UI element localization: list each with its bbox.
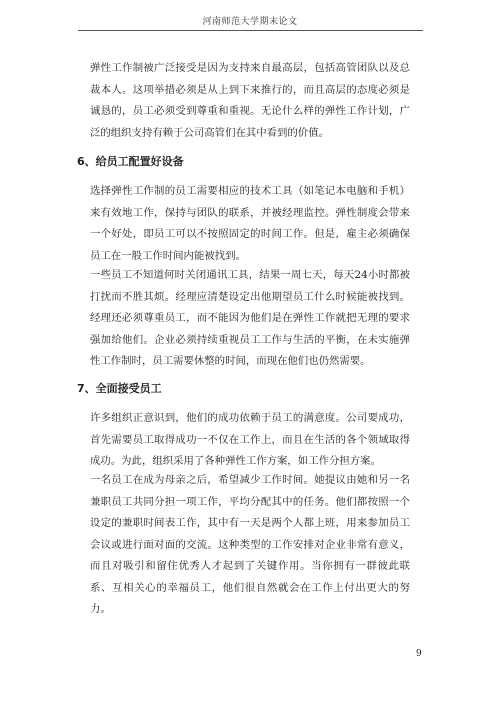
section-heading: 7、全面接受员工 bbox=[77, 382, 162, 395]
paragraph: 许多组织正意识到，他们的成功依赖于员工的满意度。公司要成功，首先需要员工取得成功一不仅在工作上，而且在生活的各个领域取得成功。为此，组织采用了各种弹性工作方案，如工作分担方案。 bbox=[90, 412, 410, 467]
paragraph: 弹性工作制被广泛接受是因为支持来自最高层，包括高管团队以及总裁本人。这项举措必须是从上到下来推行的，而且高层的态度必须是诚恳的，员工必须受到尊重和重视。无论什么样的弹性工作计划，广泛的组织支持有赖于公司高管们在其中看到的价值。 bbox=[90, 62, 410, 139]
page-number: 9 bbox=[416, 649, 422, 659]
section-heading: 6、给员工配置好设备 bbox=[77, 155, 184, 168]
page-header-title: 河南师范大学期末论文 bbox=[202, 17, 298, 27]
paragraph: 选择弹性工作制的员工需要相应的技术工具（如笔记本电脑和手机）来有效地工作，保持与团队的联系，并被经理监控。弹性制度会带来一个好处，即员工可以不按照固定的时间工作。但是，雇主必须确保员工在一般工作时间内能被找到。 bbox=[90, 185, 410, 262]
paragraph: 一名员工在成为母亲之后，希望减少工作时间。她提议由她和另一名兼职员工共同分担一项工作，平均分配其中的任务。他们都按照一个设定的兼职时间表工作，其中有一天是两个人都上班，用来参加员工会议或进行面对面的交流。这种类型的工作安排对企业非常有意义，而且对吸引和留住优秀人才起到了关键作用。当你拥有一群彼此联系、互相关心的幸福员工，他们很自然就会在工作上付出更大的努力。 bbox=[90, 474, 410, 615]
paragraph: 一些员工不知道何时关闭通讯工具，结果一周七天，每天24小时都被打扰而不胜其烦。经理应清楚设定出他期望员工什么时候能被找到。经理还必须尊重员工，而不能因为他们是在弹性工作就把无理的要求强加给他们。企业必须持续重视员工工作与生活的平衡，在未实施弹性工作制时，员工需要休整的时间，而现在他们也仍然需要。 bbox=[90, 269, 410, 367]
header-divider bbox=[78, 30, 423, 31]
